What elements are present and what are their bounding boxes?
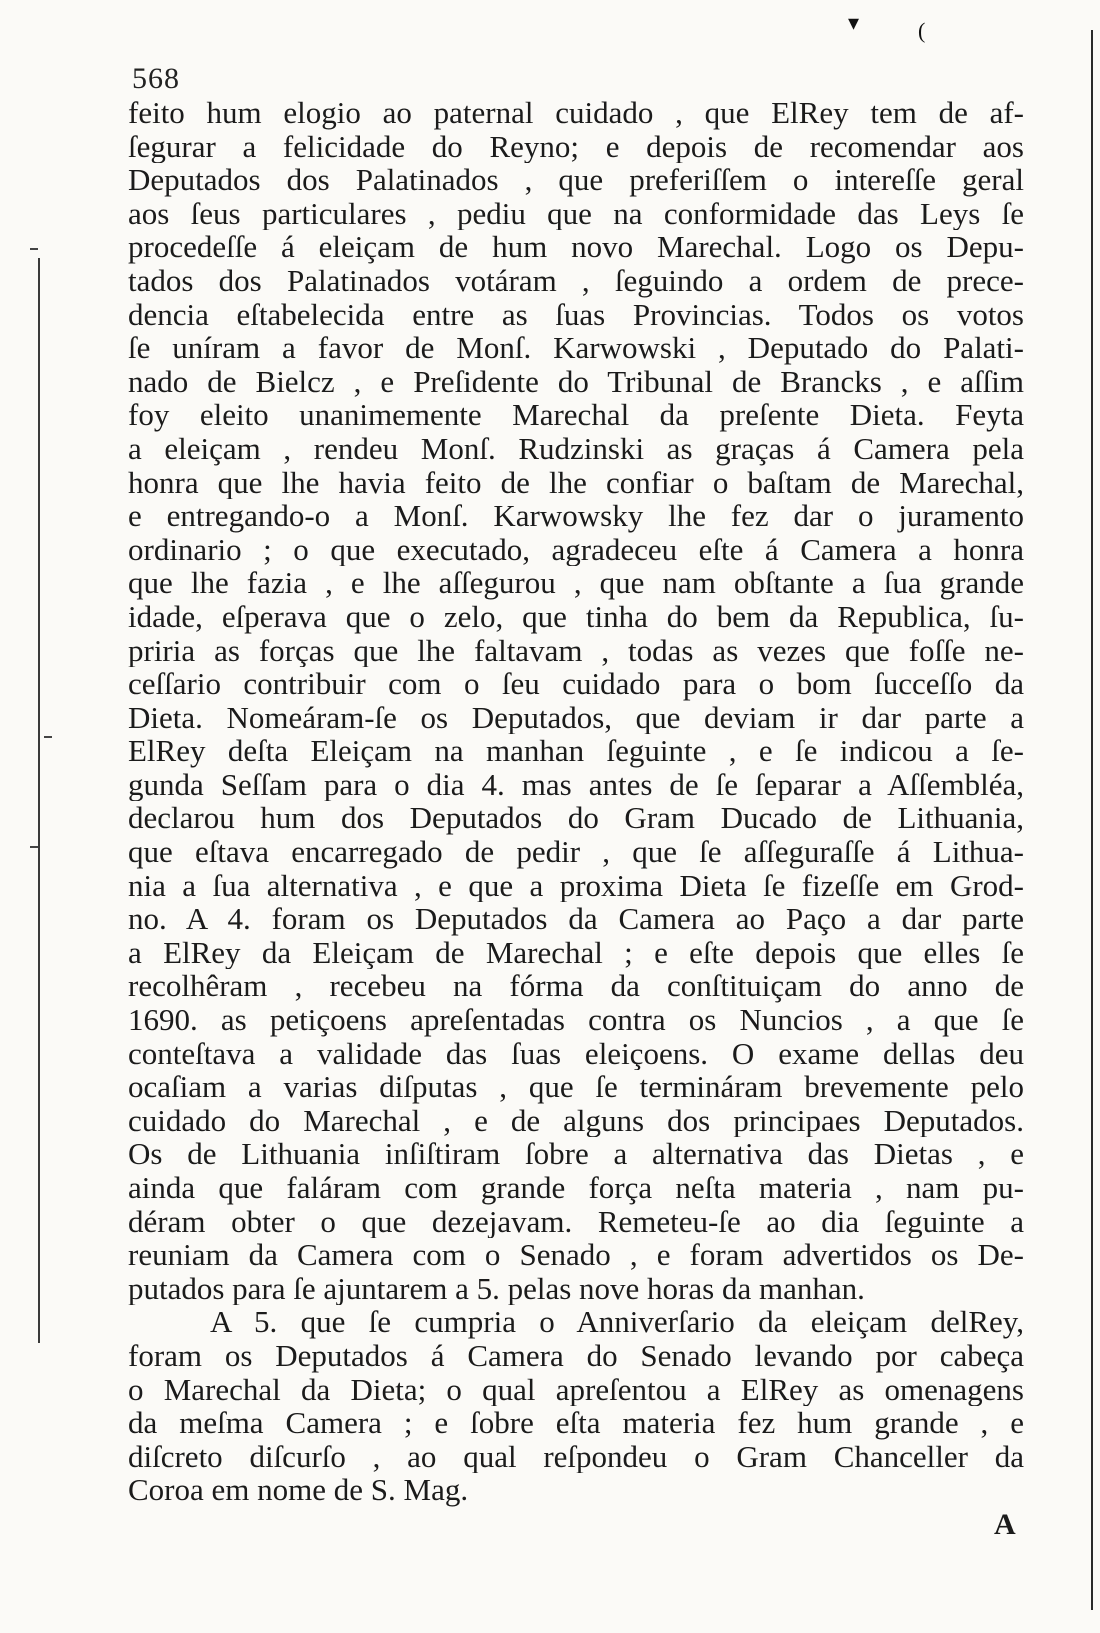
margin-tick (44, 736, 52, 738)
catchword: A (994, 1508, 1016, 1541)
text-line: putados para ſe ajuntarem a 5. pelas nove horas da manhan. (128, 1271, 865, 1306)
text-line: procedeſſe á eleiçam de hum novo Marechal. Logo os Depu- (128, 230, 1024, 264)
text-line: diſcreto diſcurſo , ao qual reſpondeu o Gram Chanceller da (128, 1439, 1024, 1474)
text-line: honra que lhe havia feito de lhe confiar o baſtam de Marechal, (128, 465, 1024, 500)
text-line: feito hum elogio ao paternal cuidado , que ElRey tem de af- (128, 96, 1024, 130)
text-line: Dieta. Nomeáram-ſe os Deputados, que deviam ir dar parte a (128, 700, 1024, 735)
paragraph-start-line: A 5. que ſe cumpria o Anniverſario da eleiçam delRey, (210, 1305, 1024, 1339)
text-line: declarou hum dos Deputados do Gram Ducado de Lithuania, (128, 801, 1024, 836)
text-line: Deputados dos Palatinados , que preferiſſem o intereſſe geral (128, 163, 1024, 197)
text-line: Coroa em nome de S. Mag. (128, 1473, 469, 1507)
text-line: ceſſario contribuir com o ſeu cuidado para o bom ſucceſſo da (128, 667, 1024, 701)
text-line: nia a ſua alternativa , e que a proxima Dieta ſe fizeſſe em Grod- (128, 868, 1024, 903)
text-line: no. A 4. foram os Deputados da Camera ao Paço a dar parte (128, 902, 1024, 936)
text-line: gunda Seſſam para o dia 4. mas antes de ſe ſeparar a Aſſembléa, (128, 767, 1024, 802)
page-edge-rule (1091, 30, 1093, 1610)
text-line: ElRey deſta Eleiçam na manhan ſeguinte , e ſe indicou a ſe- (128, 734, 1024, 768)
text-line: cuidado do Marechal , e de alguns dos principaes Deputados. (128, 1103, 1024, 1138)
text-line: tados dos Palatinados votáram , ſeguindo a ordem de prece- (128, 263, 1024, 298)
text-line: dencia eſtabelecida entre as ſuas Provincias. Todos os votos (128, 297, 1024, 332)
page-number: 568 (132, 62, 180, 95)
printer-mark: ▾ (848, 10, 860, 35)
text-line: Os de Lithuania inſiſtiram ſobre a alternativa das Dietas , e (128, 1137, 1024, 1171)
text-line: 1690. as petiçoens apreſentadas contra os Nuncios , a que ſe (128, 1003, 1024, 1037)
text-line: que lhe fazia , e lhe aſſegurou , que nam obſtante a ſua grande (128, 566, 1024, 600)
margin-rule (38, 258, 40, 1343)
text-line: reuniam da Camera com o Senado , e foram advertidos os De- (128, 1238, 1024, 1272)
margin-tick (30, 248, 38, 250)
printer-mark: ( (918, 18, 926, 43)
text-line: ſegurar a felicidade do Reyno; e depois de recomendar aos (128, 129, 1024, 164)
margin-tick (30, 846, 38, 848)
text-line: foram os Deputados á Camera do Senado levando por cabeça (128, 1338, 1024, 1373)
text-line: nado de Bielcz , e Preſidente do Tribunal de Brancks , e aſſim (128, 364, 1024, 399)
text-line: ainda que faláram com grande força neſta materia , nam pu- (128, 1171, 1024, 1205)
text-line: ocaſiam a varias diſputas , que ſe termináram brevemente pelo (128, 1070, 1024, 1104)
text-line: a eleiçam , rendeu Monſ. Rudzinski as graças á Camera pela (128, 431, 1024, 466)
text-line: recolhêram , recebeu na fórma da conſtituiçam do anno de (128, 969, 1024, 1004)
text-line: e entregando-o a Monſ. Karwowsky lhe fez dar o juramento (128, 499, 1024, 533)
text-line: da meſma Camera ; e ſobre eſta materia fez hum grande , e (128, 1406, 1024, 1440)
text-line: que eſtava encarregado de pedir , que ſe aſſeguraſſe á Lithua- (128, 835, 1024, 869)
body-text (128, 96, 1024, 1507)
text-line: priria as forças que lhe faltavam , todas as vezes que foſſe ne- (128, 633, 1024, 668)
text-line: a ElRey da Eleiçam de Marechal ; e eſte depois que elles ſe (128, 935, 1024, 970)
text-line: aos ſeus particulares , pediu que na conformidade das Leys ſe (128, 196, 1024, 231)
text-line: déram obter o que dezejavam. Remeteu-ſe ao dia ſeguinte a (128, 1204, 1024, 1239)
text-line: idade, eſperava que o zelo, que tinha do bem da Republica, ſu- (128, 599, 1024, 634)
text-line: foy eleito unanimemente Marechal da preſente Dieta. Feyta (128, 398, 1024, 432)
text-line: o Marechal da Dieta; o qual apreſentou a ElRey as omenagens (128, 1372, 1024, 1407)
text-line: ſe uníram a favor de Monſ. Karwowski , Deputado do Palati- (128, 331, 1024, 365)
text-line: conteſtava a validade das ſuas eleiçoens. O exame dellas deu (128, 1036, 1024, 1071)
text-line: ordinario ; o que executado, agradeceu eſte á Camera a honra (128, 532, 1024, 567)
